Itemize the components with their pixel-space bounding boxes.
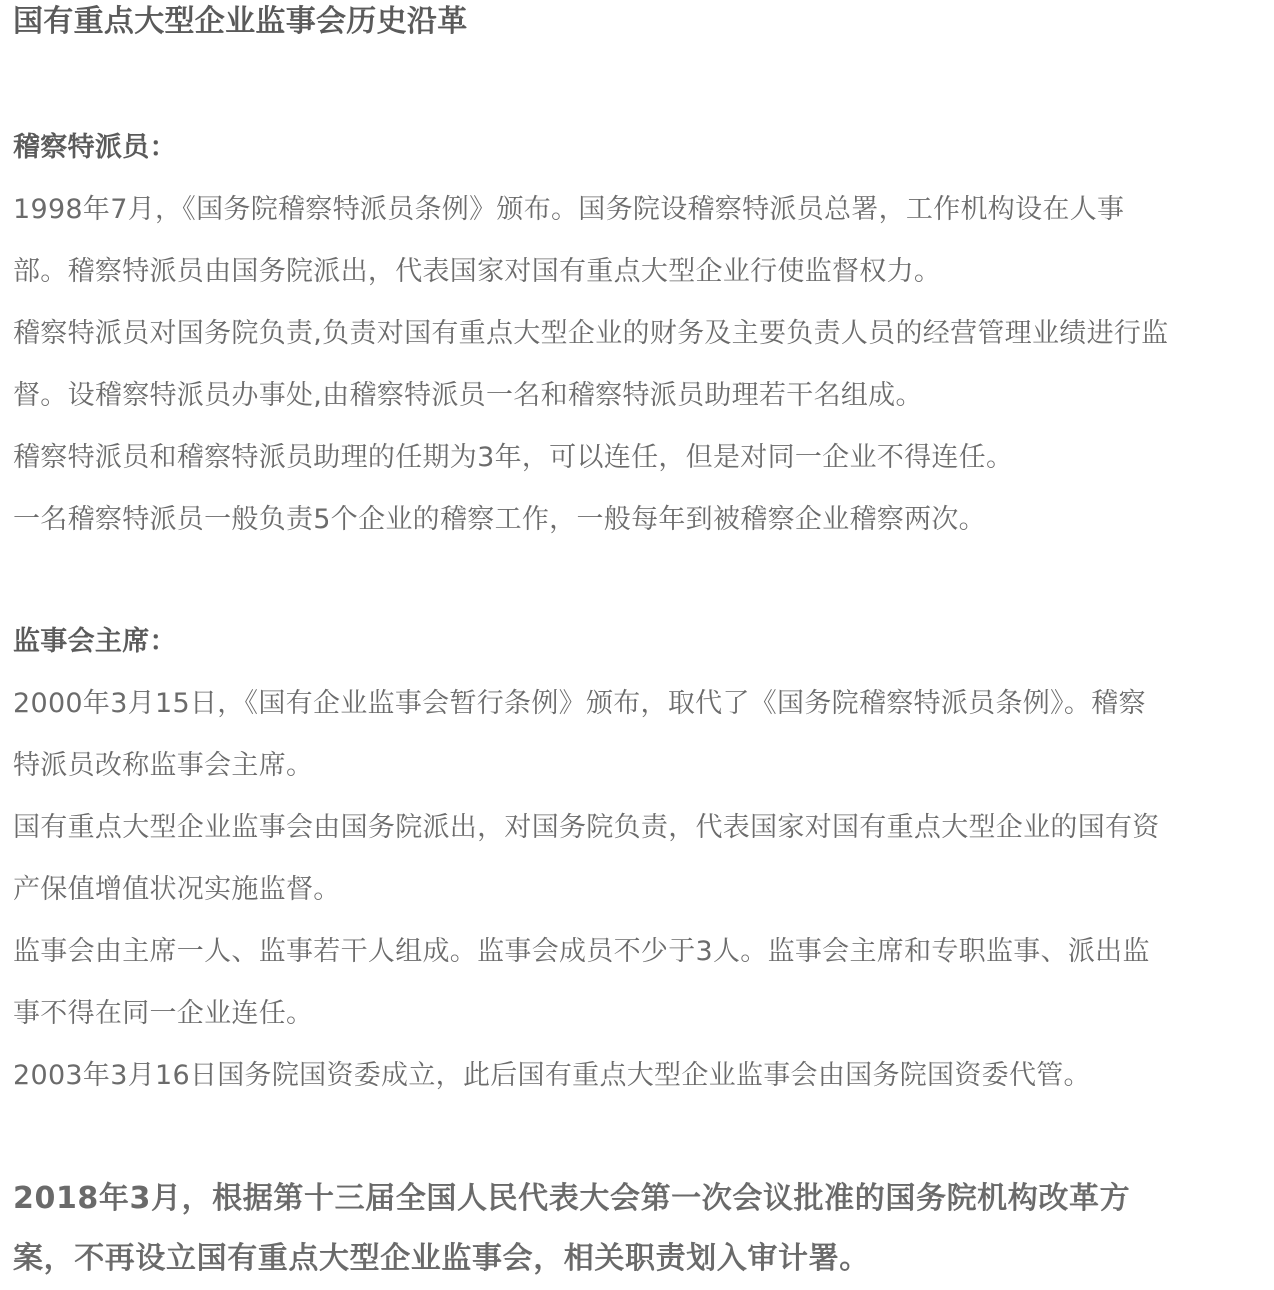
paragraph-line: 特派员改称监事会主席。	[13, 750, 314, 781]
conclusion-line: 2018年3月，根据第十三届全国人民代表大会第一次会议批准的国务院机构改革方	[13, 1181, 1131, 1216]
page-title: 国有重点大型企业监事会历史沿革	[13, 4, 468, 39]
section-heading-inspector: 稽察特派员：	[13, 132, 177, 163]
conclusion-line: 案，不再设立国有重点大型企业监事会，相关职责划入审计署。	[13, 1241, 870, 1276]
paragraph-line: 监事会由主席一人、监事若干人组成。监事会成员不少于3人。监事会主席和专职监事、派出监	[13, 936, 1150, 967]
paragraph-line: 1998年7月，《国务院稽察特派员条例》颁布。国务院设稽察特派员总署，工作机构设在人事	[13, 194, 1125, 225]
paragraph-line: 2003年3月16日国务院国资委成立，此后国有重点大型企业监事会由国务院国资委代管。	[13, 1060, 1091, 1091]
paragraph-line: 国有重点大型企业监事会由国务院派出，对国务院负责，代表国家对国有重点大型企业的国有资	[13, 812, 1160, 843]
paragraph-line: 部。稽察特派员由国务院派出，代表国家对国有重点大型企业行使监督权力。	[13, 256, 942, 287]
paragraph-line: 产保值增值状况实施监督。	[13, 874, 341, 905]
section-heading-chairman: 监事会主席：	[13, 626, 177, 657]
paragraph-line: 2000年3月15日，《国有企业监事会暂行条例》颁布，取代了《国务院稽察特派员条例》。稽察	[13, 688, 1146, 719]
paragraph-line: 事不得在同一企业连任。	[13, 998, 314, 1029]
paragraph-line: 一名稽察特派员一般负责5个企业的稽察工作，一般每年到被稽察企业稽察两次。	[13, 504, 986, 535]
paragraph-line: 稽察特派员对国务院负责,负责对国有重点大型企业的财务及主要负责人员的经营管理业绩进行监	[13, 318, 1169, 349]
paragraph-line: 稽察特派员和稽察特派员助理的任期为3年，可以连任，但是对同一企业不得连任。	[13, 442, 1014, 473]
paragraph-line: 督。设稽察特派员办事处,由稽察特派员一名和稽察特派员助理若干名组成。	[13, 380, 923, 411]
